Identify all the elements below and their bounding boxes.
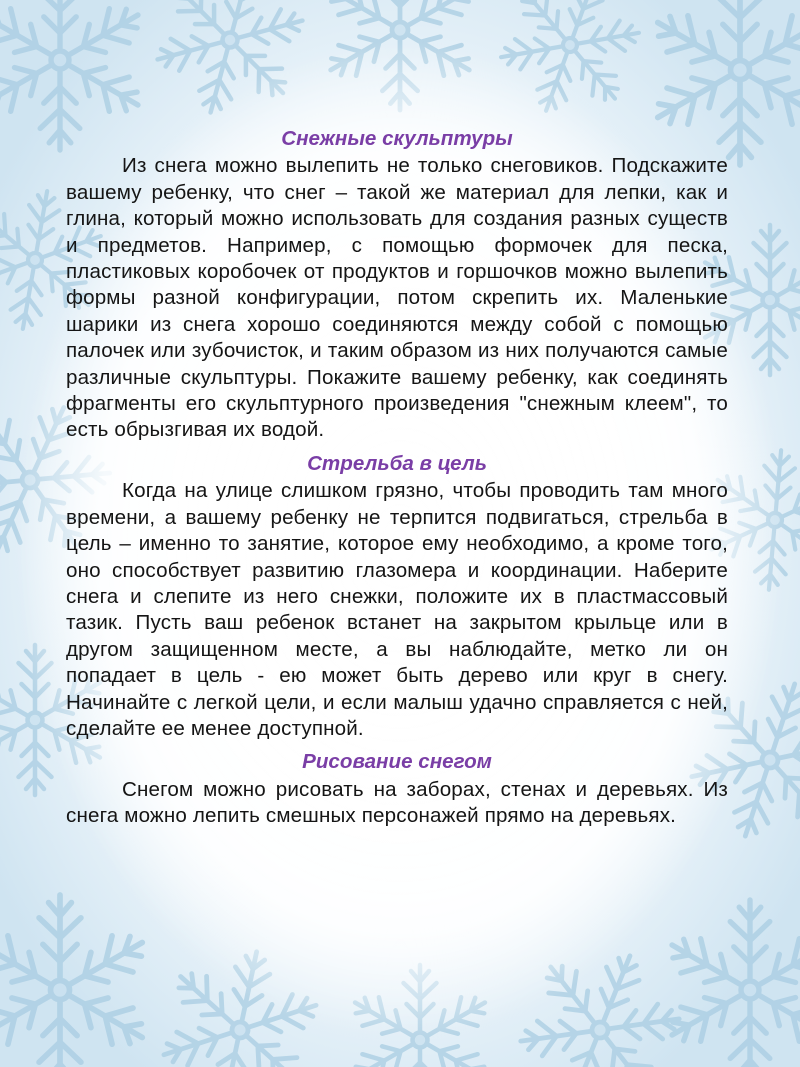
section-text-snow-sculptures: Из снега можно вылепить не только снеговиков. Подскажите вашему ребенку, что снег – такой же материал для лепки, как и глина, который можно использовать для создания разных существ и предметов. Например, с помощью формочек для песка, пластиковых коробочек от продуктов и горшочков можно вылепить формы разной конфигурации, потом скрепить их. Маленькие шарики из снега хорошо соединяются между собой с помощью палочек или зубочисток, и таким образом из них получаются самые различные скульптуры. Покажите вашему ребенку, как соединять фрагменты его скульптурного произведения "снежным клеем", то есть обрызгивая их водой. — [66, 154, 728, 442]
section-text-target-shooting: Когда на улице слишком грязно, чтобы проводить там много времени, а вашему ребенку не терпится подвигаться, стрельба в цель – именно то занятие, которое ему необходимо, а кроме того, оно способствует развитию глазомера и координации. Наберите снега и слепите из него снежки, положите их в пластмассовый тазик. Пусть ваш ребенок встанет на закрытом крыльце или в другом защищенном месте, а вы наблюдайте, метко ли он попадает в цель - ею может быть дерево или круг в снегу. Начинайте с легкой цели, и если малыш удачно справляется с ней, сделайте ее менее доступной. — [66, 479, 728, 740]
section-heading-snow-sculptures: Снежные скульптуры — [281, 127, 513, 150]
article — [66, 126, 728, 837]
section-heading-snow-drawing: Рисование снегом — [302, 750, 492, 774]
section-heading-target-shooting: Стрельба в цель — [307, 451, 487, 475]
section-text-snow-drawing: Снегом можно рисовать на заборах, стенах и деревьях. Из снега можно лепить смешных персонажей прямо на деревьях. — [66, 777, 728, 828]
